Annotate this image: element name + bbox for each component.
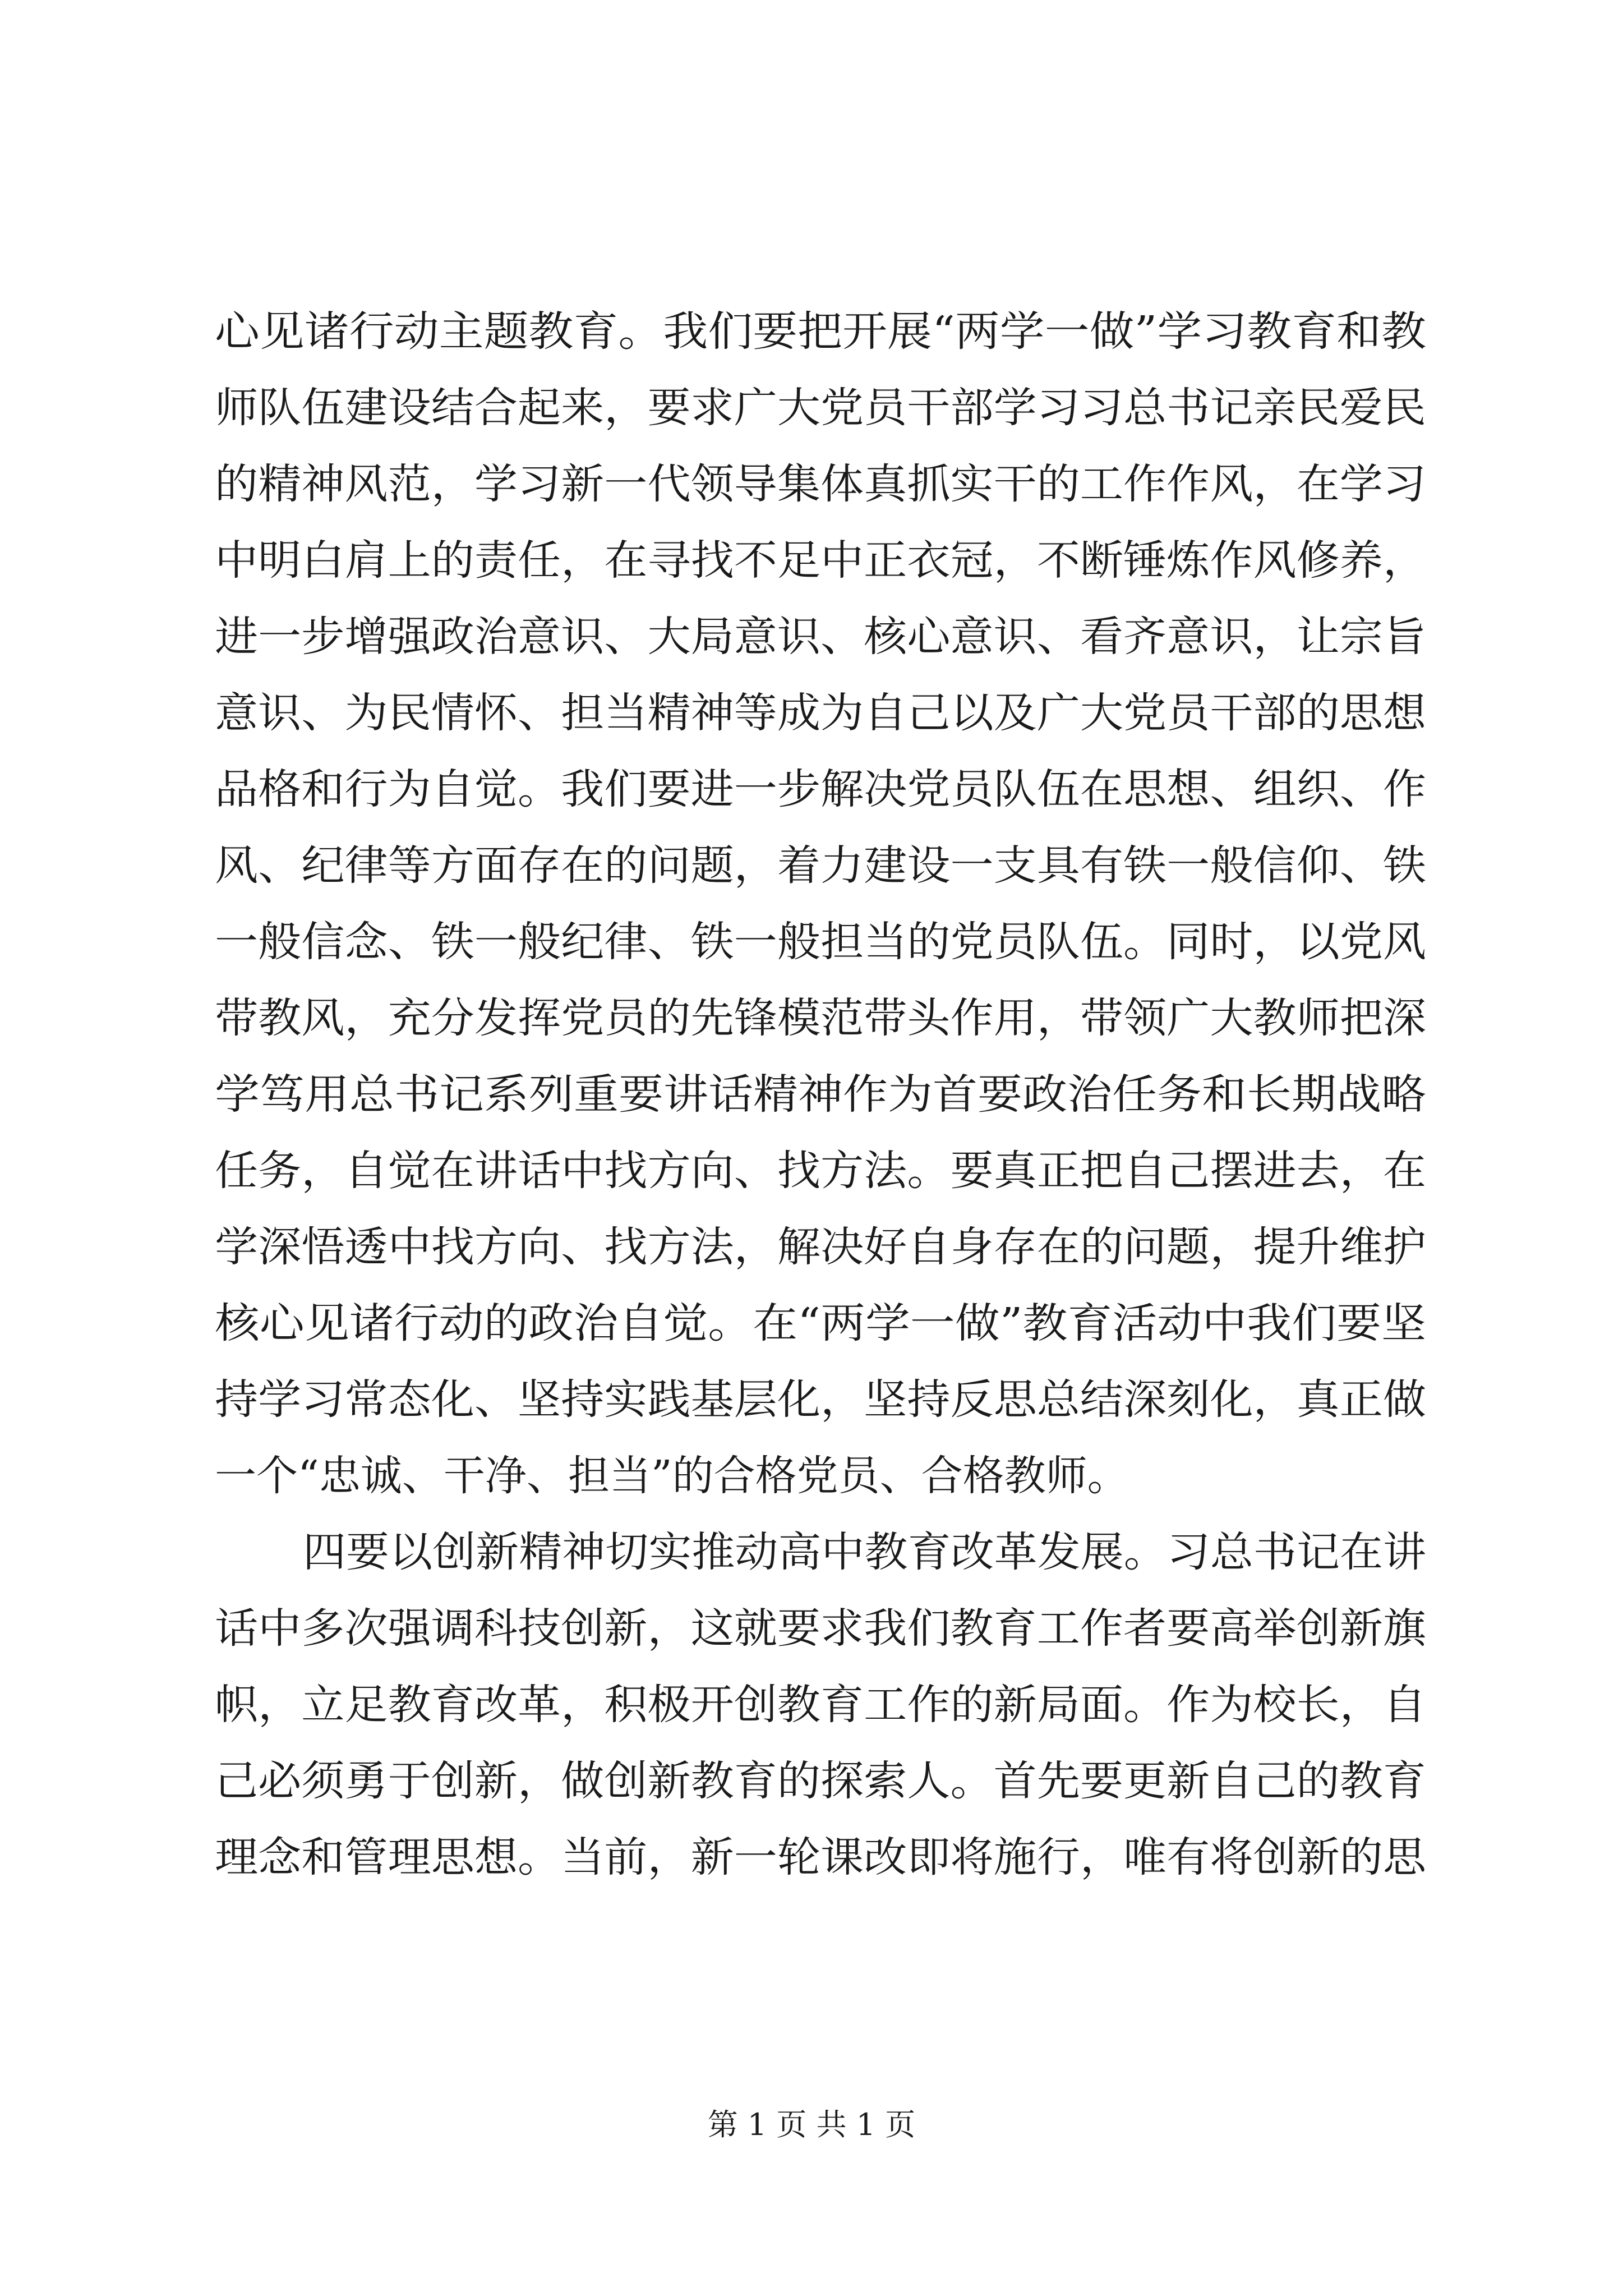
text-line: 师队伍建设结合起来，要求广大党员干部学习习总书记亲民爱民 [215, 384, 1427, 432]
text-line: 己必须勇于创新，做创新教育的探索人。首先要更新自己的教育 [215, 1757, 1427, 1805]
text-line: 学深悟透中找方向、找方法，解决好自身存在的问题，提升维护 [215, 1223, 1427, 1271]
page-footer: 第 1 页 共 1 页 [707, 2107, 916, 2142]
body-text [215, 293, 1426, 1895]
text-line: 心见诸行动主题教育。我们要把开展“两学一做”学习教育和教 [215, 307, 1427, 356]
text-line: 一个“忠诚、干净、担当”的合格党员、合格教师。 [215, 1452, 1129, 1500]
text-line: 话中多次强调科技创新，这就要求我们教育工作者要高举创新旗 [215, 1604, 1427, 1653]
text-line: 品格和行为自觉。我们要进一步解决党员队伍在思想、组织、作 [215, 765, 1427, 813]
text-line: 帜，立足教育改革，积极开创教育工作的新局面。作为校长，自 [215, 1681, 1427, 1729]
text-line: 进一步增强政治意识、大局意识、核心意识、看齐意识，让宗旨 [215, 613, 1427, 661]
text-line: 持学习常态化、坚持实践基层化，坚持反思总结深刻化，真正做 [215, 1375, 1427, 1424]
text-line: 意识、为民情怀、担当精神等成为自己以及广大党员干部的思想 [215, 689, 1427, 737]
text-line: 任务，自觉在讲话中找方向、找方法。要真正把自己摆进去，在 [215, 1147, 1427, 1195]
text-line: 风、纪律等方面存在的问题，着力建设一支具有铁一般信仰、铁 [215, 841, 1427, 890]
text-line: 学笃用总书记系列重要讲话精神作为首要政治任务和长期战略 [215, 1070, 1427, 1119]
text-line: 理念和管理思想。当前，新一轮课改即将施行，唯有将创新的思 [215, 1833, 1427, 1881]
text-line: 一般信念、铁一般纪律、铁一般担当的党员队伍。同时，以党风 [215, 918, 1427, 966]
text-line: 核心见诸行动的政治自觉。在“两学一做”教育活动中我们要坚 [215, 1299, 1427, 1347]
text-line: 中明白肩上的责任，在寻找不足中正衣冠，不断锤炼作风修养， [215, 536, 1427, 585]
text-line: 四要以创新精神切实推动高中教育改革发展。习总书记在讲 [303, 1528, 1427, 1576]
text-line: 带教风，充分发挥党员的先锋模范带头作用，带领广大教师把深 [215, 994, 1427, 1042]
text-line: 的精神风范，学习新一代领导集体真抓实干的工作作风，在学习 [215, 460, 1427, 508]
